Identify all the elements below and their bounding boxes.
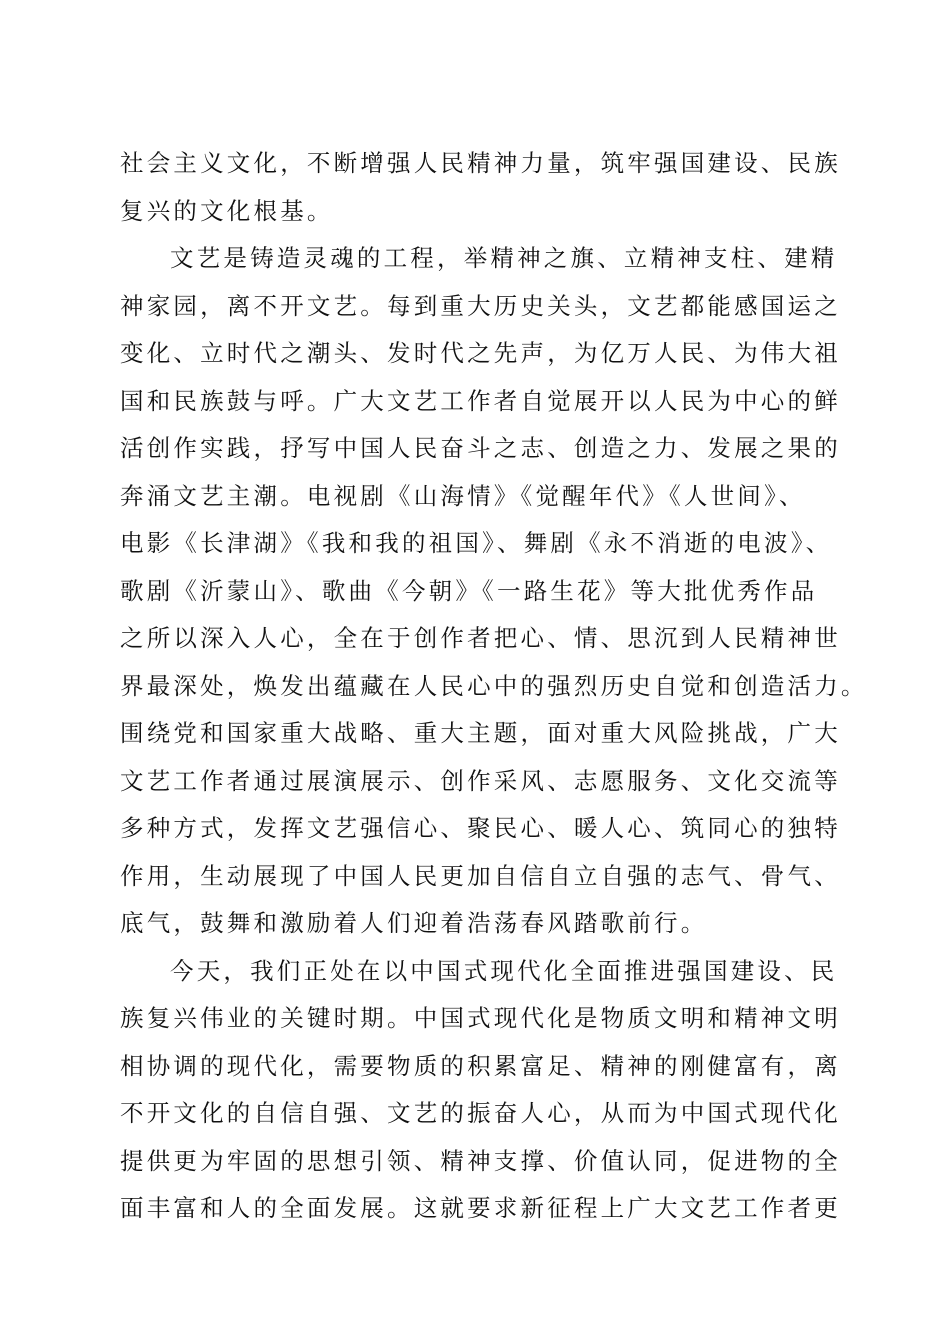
- text-line: 电影《长津湖》《我和我的祖国》、舞剧《永不消逝的电波》、: [120, 529, 833, 557]
- text-line: 文艺工作者通过展演展示、创作采风、志愿服务、文化交流等: [120, 766, 841, 795]
- text-line: 族复兴伟业的关键时期。中国式现代化是物质文明和精神文明: [120, 1004, 841, 1032]
- text-line: 社会主义文化，不断增强人民精神力量，筑牢强国建设、民族: [120, 149, 841, 177]
- article-body: [120, 140, 868, 1233]
- text-line: 作用，生动展现了中国人民更加自信自立自强的志气、骨气、: [120, 861, 841, 890]
- text-line: 国和民族鼓与呼。广大文艺工作者自觉展开以人民为中心的鲜: [120, 386, 841, 415]
- text-line: 底气，鼓舞和激励着人们迎着浩荡春风踏歌前行。: [120, 909, 708, 937]
- text-line: 相协调的现代化，需要物质的积累富足、精神的刚健富有，离: [120, 1051, 841, 1080]
- paragraph-start-line: 今天，我们正处在以中国式现代化全面推进强国建设、民: [170, 956, 838, 985]
- text-line: 之所以深入人心，全在于创作者把心、情、思沉到人民精神世: [120, 624, 841, 652]
- text-line: 提供更为牢固的思想引领、精神支撑、价值认同，促进物的全: [120, 1146, 841, 1175]
- text-line: 面丰富和人的全面发展。这就要求新征程上广大文艺工作者更: [120, 1194, 841, 1222]
- text-line: 多种方式，发挥文艺强信心、聚民心、暖人心、筑同心的独特: [120, 814, 841, 842]
- text-line: 奔涌文艺主潮。电视剧《山海情》《觉醒年代》《人世间》、: [120, 481, 806, 510]
- text-line: 变化、立时代之潮头、发时代之先声，为亿万人民、为伟大祖: [120, 339, 841, 367]
- text-line: 复兴的文化根基。: [120, 196, 334, 225]
- text-line: 不开文化的自信自强、文艺的振奋人心，从而为中国式现代化: [120, 1099, 841, 1127]
- text-line: 界最深处，焕发出蕴藏在人民心中的强烈历史自觉和创造活力。: [120, 671, 868, 700]
- paragraph-start-line: 文艺是铸造灵魂的工程，举精神之旗、立精神支柱、建精: [170, 244, 838, 272]
- text-line: 神家园，离不开文艺。每到重大历史关头，文艺都能感国运之: [120, 291, 841, 320]
- text-line: 歌剧《沂蒙山》、歌曲《今朝》《一路生花》等大批优秀作品: [120, 576, 818, 605]
- text-line: 活创作实践，抒写中国人民奋斗之志、创造之力、发展之果的: [120, 434, 841, 462]
- text-line: 围绕党和国家重大战略、重大主题，面对重大风险挑战，广大: [120, 719, 841, 747]
